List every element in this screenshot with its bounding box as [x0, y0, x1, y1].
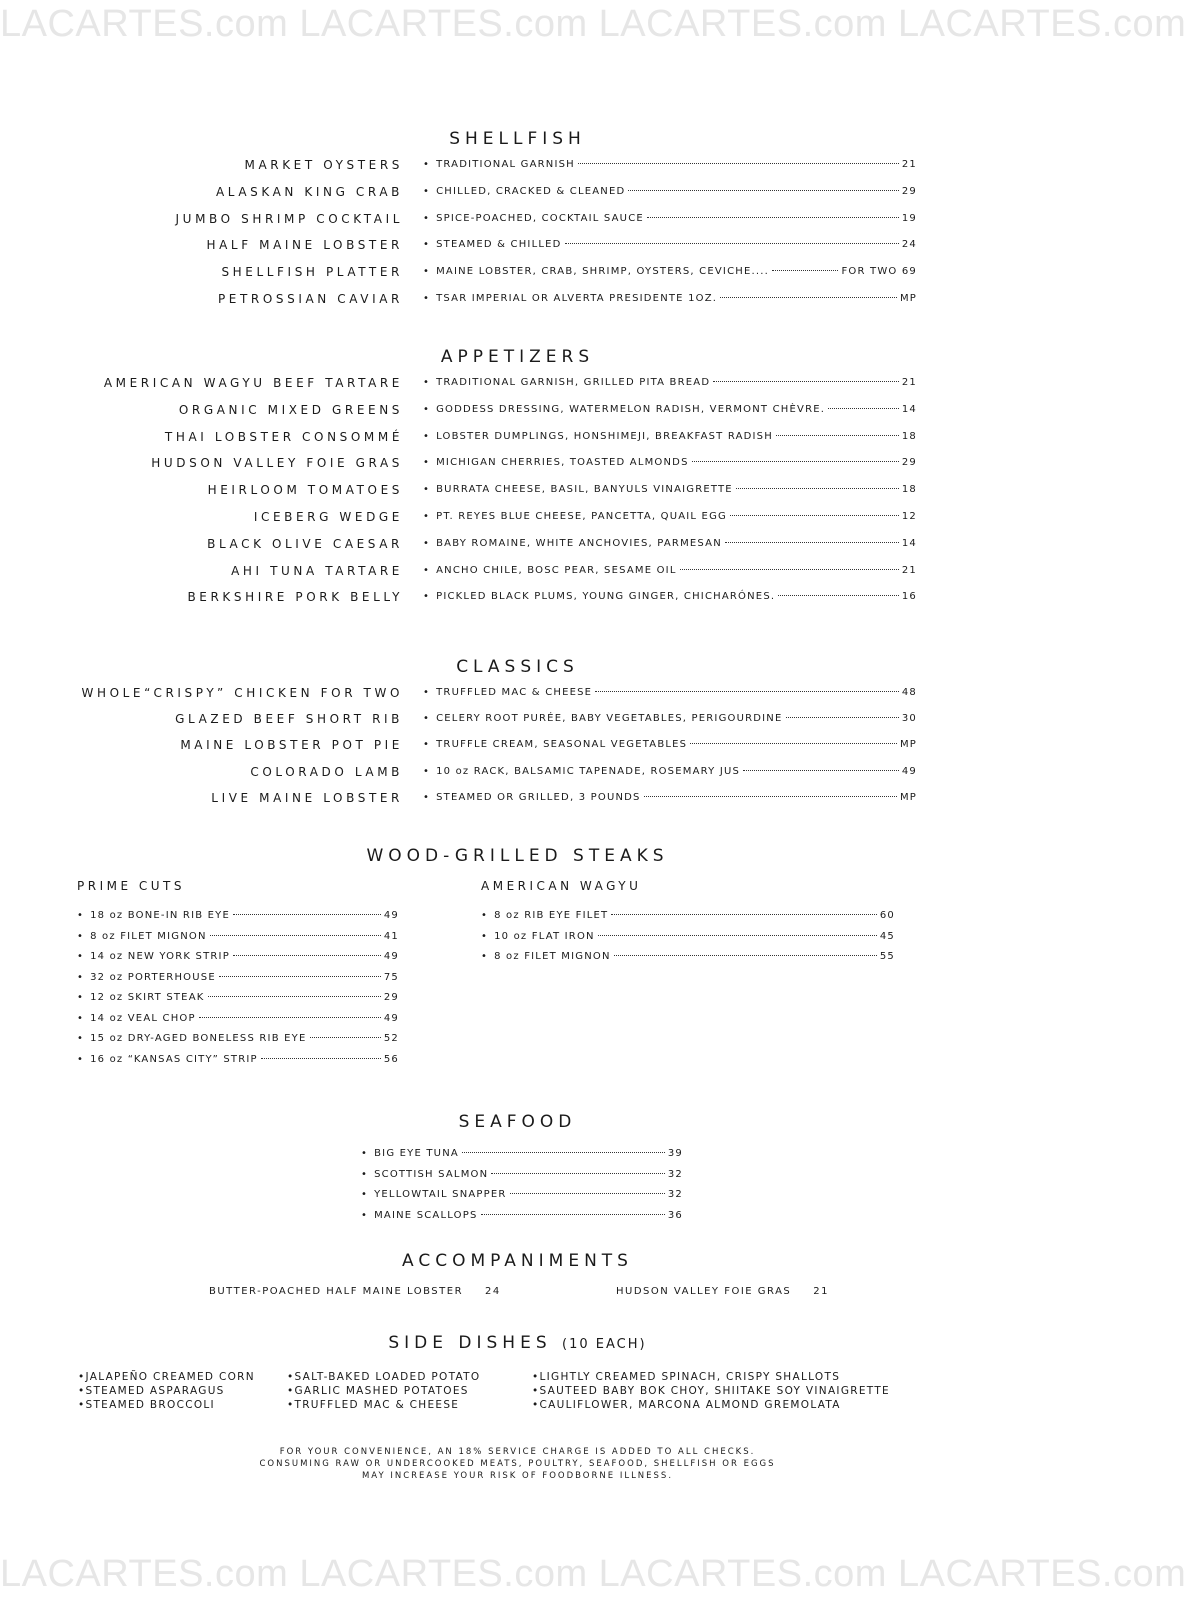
bullet-icon: •: [423, 293, 431, 304]
item-description: MAINE LOBSTER, CRAB, SHRIMP, OYSTERS, CEVICHE....: [436, 266, 770, 278]
watermark-bottom: LACARTES.com LACARTES.com LACARTES.com LACARTES.com: [0, 1553, 1186, 1595]
menu-item: [0, 537, 1035, 555]
bullet-icon: •: [423, 377, 431, 388]
menu-item: [361, 1148, 683, 1164]
item-price: 60: [879, 910, 895, 921]
section-title-steaks: WOOD-GRILLED STEAKS: [366, 846, 669, 866]
item-name: 18 oz BONE-IN RIB EYE: [90, 910, 231, 921]
bullet-icon: •: [423, 537, 431, 549]
bullet-icon: •: [423, 403, 431, 415]
side-item: •SALT-BAKED LOADED POTATO: [287, 1371, 481, 1383]
bullet-icon: •: [423, 564, 431, 576]
menu-item: [0, 483, 1035, 501]
item-description: ANCHO CHILE, BOSC PEAR, SESAME OIL: [436, 564, 677, 576]
item-price: 21: [901, 159, 917, 170]
item-name: HALF MAINE LOBSTER: [206, 238, 403, 253]
item-name: MAINE LOBSTER POT PIE: [180, 738, 403, 753]
item-name: YELLOWTAIL SNAPPER: [374, 1189, 507, 1200]
subheading-prime-cuts: PRIME CUTS: [77, 879, 185, 893]
item-name: 12 oz SKIRT STEAK: [90, 992, 205, 1003]
item-name: JUMBO SHRIMP COCKTAIL: [175, 211, 403, 226]
item-name: WHOLE“CRISPY” CHICKEN FOR TWO: [81, 686, 403, 700]
bullet-icon: •: [423, 713, 431, 725]
item-description-line: [423, 404, 917, 415]
bullet-icon: •: [423, 739, 431, 751]
dot-leader: [233, 955, 381, 956]
sides-column-3: [532, 1370, 890, 1412]
item-price: 19: [901, 212, 917, 224]
item-price: 49: [383, 951, 399, 962]
footer-line: MAY INCREASE YOUR RISK OF FOODBORNE ILLNESS.: [361, 1471, 674, 1481]
menu-item: [0, 292, 1035, 310]
menu-item: [0, 158, 1035, 176]
item-price: 45: [879, 930, 895, 942]
menu-item: [0, 791, 1035, 809]
bullet-icon: •: [423, 791, 431, 803]
item-price: 18: [901, 430, 917, 442]
dot-leader: [210, 935, 381, 936]
item-price: 75: [383, 971, 399, 983]
item-description-line: [423, 457, 917, 468]
item-price: 55: [879, 951, 895, 962]
sides-title: SIDE DISHES: [388, 1333, 552, 1353]
section-title-accompaniments: ACCOMPANIMENTS: [402, 1251, 633, 1271]
section-title-seafood: SEAFOOD: [458, 1112, 577, 1132]
item-name: MARKET OYSTERS: [244, 158, 403, 172]
item-price: 32: [667, 1189, 683, 1200]
dot-leader: [578, 163, 899, 164]
menu-item: [77, 1013, 399, 1029]
item-price: 32: [667, 1168, 683, 1180]
item-description: LOBSTER DUMPLINGS, HONSHIMEJI, BREAKFAST RADISH: [436, 430, 773, 442]
menu-item: [481, 931, 895, 947]
item-description: CHILLED, CRACKED & CLEANED: [436, 185, 626, 197]
bullet-icon: •: [77, 910, 85, 921]
item-description-line: [423, 565, 917, 576]
bullet-icon: •: [423, 239, 431, 251]
menu-item: [0, 430, 1035, 448]
dot-leader: [491, 1173, 665, 1174]
item-description-line: [423, 266, 917, 277]
item-description: MICHIGAN CHERRIES, TOASTED ALMONDS: [436, 457, 689, 469]
sides-column-1: [78, 1370, 255, 1412]
item-price: 21: [901, 377, 917, 388]
side-item: •LIGHTLY CREAMED SPINACH, CRISPY SHALLOTS: [532, 1371, 841, 1383]
dot-leader: [692, 461, 899, 462]
item-description: TRUFFLE CREAM, SEASONAL VEGETABLES: [436, 739, 688, 751]
accompaniment-item: [616, 1286, 829, 1297]
dot-leader: [828, 408, 899, 409]
menu-item: [77, 992, 399, 1008]
item-description-line: [423, 213, 917, 224]
bullet-icon: •: [423, 457, 431, 469]
bullet-icon: •: [423, 765, 431, 777]
item-price: 14: [901, 537, 917, 549]
side-item: •TRUFFLED MAC & CHEESE: [287, 1399, 460, 1411]
watermark-top: LACARTES.com LACARTES.com LACARTES.com LACARTES.com: [0, 3, 1186, 45]
menu-item: [361, 1210, 683, 1226]
accompaniment-name: HUDSON VALLEY FOIE GRAS: [616, 1286, 792, 1297]
bullet-icon: •: [77, 971, 85, 983]
side-item: •CAULIFLOWER, MARCONA ALMOND GREMOLATA: [532, 1399, 841, 1411]
menu-item: [481, 951, 895, 967]
dot-leader: [772, 270, 838, 271]
item-price: 16: [901, 591, 917, 603]
item-price: 49: [383, 910, 399, 921]
bullet-icon: •: [423, 266, 431, 278]
accompaniment-name: BUTTER-POACHED HALF MAINE LOBSTER: [209, 1286, 464, 1297]
dot-leader: [690, 743, 897, 744]
dot-leader: [644, 796, 897, 797]
item-price: 18: [901, 484, 917, 496]
dot-leader: [565, 243, 899, 244]
item-description: PT. REYES BLUE CHEESE, PANCETTA, QUAIL EGG: [436, 511, 727, 522]
menu-item: [361, 1169, 683, 1185]
item-price: MP: [899, 791, 917, 803]
subheading-american-wagyu: AMERICAN WAGYU: [481, 879, 642, 893]
item-description-line: [423, 431, 917, 442]
item-name: 32 oz PORTERHOUSE: [90, 971, 216, 983]
footer-line: CONSUMING RAW OR UNDERCOOKED MEATS, POULTRY, SEAFOOD, SHELLFISH OR EGGS: [259, 1459, 776, 1469]
item-price: FOR TWO 69: [841, 266, 917, 278]
item-description-line: [423, 159, 917, 170]
item-description: 10 oz RACK, BALSAMIC TAPENADE, ROSEMARY JUS: [436, 765, 741, 777]
bullet-icon: •: [481, 910, 489, 921]
accompaniment-price: 24: [485, 1286, 501, 1297]
dot-leader: [725, 542, 899, 543]
dot-leader: [261, 1058, 381, 1059]
dot-leader: [614, 955, 877, 956]
menu-item: [77, 972, 399, 988]
item-price: 36: [667, 1209, 683, 1221]
item-description: GODDESS DRESSING, WATERMELON RADISH, VERMONT CHÈVRE.: [436, 403, 826, 415]
menu-item: [77, 910, 399, 926]
bullet-icon: •: [423, 159, 431, 170]
bullet-icon: •: [77, 1012, 85, 1024]
bullet-icon: •: [77, 930, 85, 942]
item-description: BABY ROMAINE, WHITE ANCHOVIES, PARMESAN: [436, 537, 722, 549]
menu-item: [77, 1054, 399, 1070]
menu-item: [0, 212, 1035, 230]
accompaniment-item: [209, 1286, 501, 1297]
item-name: COLORADO LAMB: [250, 764, 403, 779]
sides-price-note: (10 EACH): [562, 1337, 647, 1352]
menu-item: [0, 376, 1035, 394]
dot-leader: [510, 1193, 665, 1194]
item-description: CELERY ROOT PURÉE, BABY VEGETABLES, PERIGOURDINE: [436, 713, 783, 725]
item-description: STEAMED & CHILLED: [436, 239, 562, 251]
menu-item: [0, 403, 1035, 421]
dot-leader: [776, 435, 899, 436]
item-description-line: [423, 293, 917, 304]
footer-notice: [0, 1446, 1035, 1482]
item-description: STEAMED OR GRILLED, 3 POUNDS: [436, 791, 641, 803]
dot-leader: [786, 717, 899, 718]
item-price: 12: [901, 511, 917, 522]
item-description: SPICE-POACHED, COCKTAIL SAUCE: [436, 212, 644, 224]
item-description-line: [423, 766, 917, 777]
item-description: TRADITIONAL GARNISH: [436, 159, 575, 170]
item-description-line: [423, 239, 917, 250]
menu-item: [481, 910, 895, 926]
bullet-icon: •: [423, 185, 431, 197]
item-price: 24: [901, 239, 917, 251]
item-price: MP: [899, 739, 917, 751]
side-item: •SAUTEED BABY BOK CHOY, SHIITAKE SOY VINAIGRETTE: [532, 1385, 890, 1397]
dot-leader: [595, 691, 899, 692]
bullet-icon: •: [423, 430, 431, 442]
item-name: 10 oz FLAT IRON: [494, 930, 595, 942]
item-description-line: [423, 591, 917, 602]
item-name: 8 oz FILET MIGNON: [494, 951, 611, 962]
item-name: HUDSON VALLEY FOIE GRAS: [151, 456, 403, 471]
item-name: 15 oz DRY-AGED BONELESS RIB EYE: [90, 1033, 307, 1044]
item-description-line: [423, 186, 917, 197]
dot-leader: [611, 914, 877, 915]
item-price: 29: [901, 457, 917, 469]
item-name: 16 oz “KANSAS CITY” STRIP: [90, 1053, 258, 1065]
bullet-icon: •: [361, 1189, 369, 1200]
section-title-shellfish: SHELLFISH: [449, 129, 586, 149]
dot-leader: [680, 569, 899, 570]
item-name: ALASKAN KING CRAB: [215, 184, 403, 199]
bullet-icon: •: [481, 951, 489, 962]
side-item: •GARLIC MASHED POTATOES: [287, 1385, 469, 1397]
menu-item: [0, 185, 1035, 203]
bullet-icon: •: [361, 1148, 369, 1159]
item-name: 8 oz RIB EYE FILET: [494, 910, 609, 921]
item-price: 48: [901, 687, 917, 698]
menu-item: [0, 238, 1035, 256]
menu-item: [0, 456, 1035, 474]
side-item: •STEAMED BROCCOLI: [78, 1399, 215, 1411]
item-description-line: [423, 739, 917, 750]
item-name: GLAZED BEEF SHORT RIB: [175, 712, 403, 727]
dot-leader: [647, 217, 899, 218]
item-description: TRUFFLED MAC & CHEESE: [436, 687, 593, 698]
menu-item: [0, 712, 1035, 730]
item-description-line: [423, 687, 917, 698]
dot-leader: [481, 1214, 665, 1215]
menu-item: [361, 1189, 683, 1205]
bullet-icon: •: [423, 687, 431, 698]
item-name: ICEBERG WEDGE: [253, 510, 403, 524]
bullet-icon: •: [77, 992, 85, 1003]
item-name: AHI TUNA TARTARE: [231, 563, 403, 578]
bullet-icon: •: [77, 1053, 85, 1065]
menu-item: [0, 265, 1035, 283]
menu-item: [77, 1033, 399, 1049]
dot-leader: [462, 1152, 665, 1153]
dot-leader: [598, 935, 877, 936]
menu-item: [0, 738, 1035, 756]
item-price: 14: [901, 403, 917, 415]
side-item: •JALAPEÑO CREAMED CORN: [78, 1371, 255, 1383]
dot-leader: [628, 190, 898, 191]
item-name: HEIRLOOM TOMATOES: [207, 483, 403, 498]
item-description-line: [423, 484, 917, 495]
menu-item: [0, 564, 1035, 582]
item-price: 39: [667, 1148, 683, 1159]
item-description: TSAR IMPERIAL OR ALVERTA PRESIDENTE 1OZ.: [436, 293, 718, 304]
item-price: 56: [383, 1053, 399, 1065]
bullet-icon: •: [361, 1209, 369, 1221]
dot-leader: [730, 515, 899, 516]
item-name: SCOTTISH SALMON: [374, 1168, 489, 1180]
item-description: BURRATA CHEESE, BASIL, BANYULS VINAIGRETTE: [436, 484, 733, 496]
dot-leader: [736, 488, 899, 489]
item-name: 14 oz VEAL CHOP: [90, 1012, 196, 1024]
item-name: ORGANIC MIXED GREENS: [178, 402, 403, 417]
menu-item: [0, 510, 1035, 528]
item-description-line: [423, 377, 917, 388]
item-description-line: [423, 538, 917, 549]
item-name: 8 oz FILET MIGNON: [90, 930, 207, 942]
item-name: 14 oz NEW YORK STRIP: [90, 951, 230, 962]
item-price: 29: [383, 992, 399, 1003]
item-description-line: [423, 792, 917, 803]
dot-leader: [713, 381, 899, 382]
bullet-icon: •: [77, 951, 85, 962]
item-description: TRADITIONAL GARNISH, GRILLED PITA BREAD: [436, 377, 711, 388]
dot-leader: [720, 297, 897, 298]
accompaniment-price: 21: [813, 1286, 829, 1297]
dot-leader: [208, 996, 381, 997]
menu-item: [77, 951, 399, 967]
dot-leader: [310, 1037, 381, 1038]
item-price: 21: [901, 564, 917, 576]
menu-item: [77, 931, 399, 947]
bullet-icon: •: [77, 1033, 85, 1044]
dot-leader: [199, 1017, 381, 1018]
item-price: 52: [383, 1033, 399, 1044]
item-name: MAINE SCALLOPS: [374, 1209, 478, 1221]
item-name: SHELLFISH PLATTER: [221, 265, 403, 280]
item-price: 49: [383, 1012, 399, 1024]
menu-item: [0, 686, 1035, 704]
item-price: 41: [383, 930, 399, 942]
item-name: LIVE MAINE LOBSTER: [211, 790, 403, 805]
side-item: •STEAMED ASPARAGUS: [78, 1385, 225, 1397]
item-name: PETROSSIAN CAVIAR: [217, 292, 403, 306]
dot-leader: [233, 914, 381, 915]
item-name: THAI LOBSTER CONSOMMÉ: [164, 429, 403, 444]
dot-leader: [778, 595, 899, 596]
section-title-appetizers: APPETIZERS: [440, 347, 595, 367]
bullet-icon: •: [361, 1168, 369, 1180]
sides-column-2: [287, 1370, 480, 1412]
dot-leader: [743, 770, 899, 771]
item-price: MP: [899, 293, 917, 304]
bullet-icon: •: [423, 484, 431, 496]
item-description-line: [423, 511, 917, 522]
bullet-icon: •: [423, 591, 431, 603]
bullet-icon: •: [423, 511, 431, 522]
section-title-sides: [0, 1333, 1035, 1353]
footer-line: FOR YOUR CONVENIENCE, AN 18% SERVICE CHARGE IS ADDED TO ALL CHECKS.: [279, 1447, 756, 1457]
menu-item: [0, 765, 1035, 783]
dot-leader: [219, 976, 381, 977]
item-description-line: [423, 713, 917, 724]
item-name: BLACK OLIVE CAESAR: [207, 536, 403, 551]
item-price: 49: [901, 765, 917, 777]
section-title-classics: CLASSICS: [456, 657, 579, 677]
item-price: 29: [901, 185, 917, 197]
item-name: BIG EYE TUNA: [374, 1148, 459, 1159]
item-price: 30: [901, 713, 917, 725]
item-description: PICKLED BLACK PLUMS, YOUNG GINGER, CHICHARÓNES.: [436, 591, 776, 603]
item-name: AMERICAN WAGYU BEEF TARTARE: [103, 376, 403, 390]
item-name: BERKSHIRE PORK BELLY: [187, 590, 403, 605]
bullet-icon: •: [481, 930, 489, 942]
bullet-icon: •: [423, 212, 431, 224]
menu-item: [0, 590, 1035, 608]
